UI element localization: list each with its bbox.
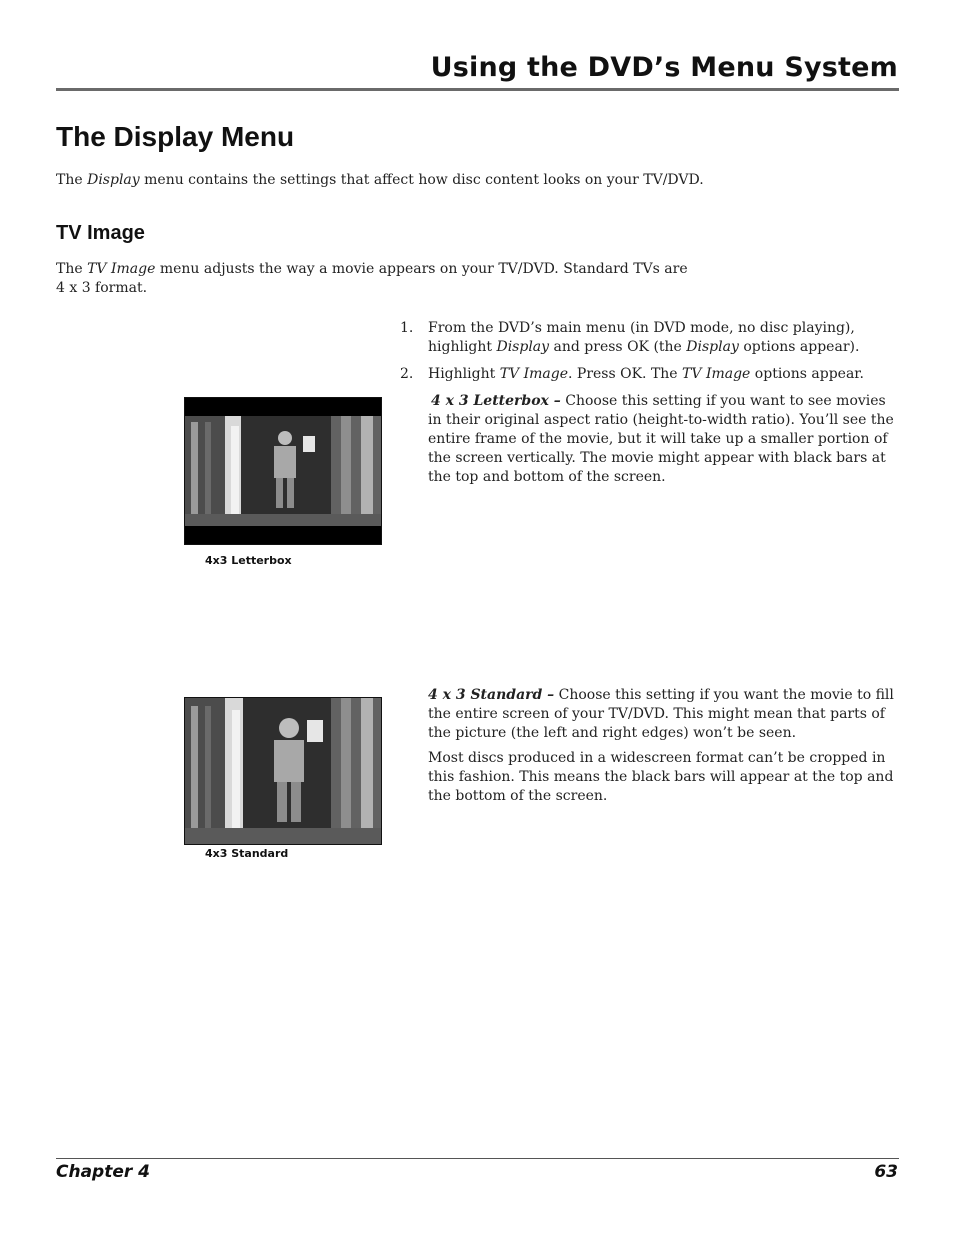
letterbox-option-description: 4 x 3 Letterbox – Choose this setting if you want to see movies in their original aspect ratio (height-to-width ratio). You’ll see the entire frame of the movie, but it will take up a smaller portion of the screen vertically. The movie might appear with black bars at the top and bottom of the screen. — [428, 393, 894, 485]
step-1 — [400, 319, 898, 357]
step-text: From the DVD’s main menu (in DVD mode, no disc playing), highlight Display and press OK (the Display options appear). — [428, 320, 860, 355]
footer-chapter-label: Chapter 4 — [56, 1162, 151, 1182]
standard-option-term: 4 x 3 Standard – — [428, 687, 555, 703]
section-title: The Display Menu — [56, 121, 295, 152]
step-number: 1. — [400, 320, 414, 336]
step-number: 2. — [400, 366, 414, 382]
chapter-title: Using the DVD’s Menu System — [430, 52, 898, 83]
footer-rule — [56, 1158, 899, 1159]
standard-screen-image — [184, 697, 382, 845]
step-text: Highlight TV Image. Press OK. The TV Image options appear. — [428, 366, 864, 382]
standard-option-note: Most discs produced in a widescreen format can’t be cropped in this fashion. This means the black bars will appear at the top and the bottom of the screen. — [428, 750, 894, 804]
letterbox-caption: 4x3 Letterbox — [205, 554, 292, 567]
header-rule — [56, 88, 899, 91]
section-intro: The Display menu contains the settings that affect how disc content looks on your TV/DVD. — [56, 172, 704, 188]
standard-caption: 4x3 Standard — [205, 847, 289, 860]
standard-option-description: 4 x 3 Standard – Choose this setting if you want the movie to fill the entire screen of your TV/DVD. This might mean that parts of the picture (the left and right edges) won’t be seen. — [428, 687, 894, 741]
tv-image-description: The TV Image menu adjusts the way a movie appears on your TV/DVD. Standard TVs are 4 x 3 format. — [56, 261, 688, 296]
subsection-title: TV Image — [56, 222, 145, 244]
page-number: 63 — [874, 1162, 898, 1182]
letterbox-option-term: 4 x 3 Letterbox – — [431, 393, 561, 409]
letterbox-screen-image — [184, 397, 382, 545]
step-2 — [400, 365, 898, 384]
